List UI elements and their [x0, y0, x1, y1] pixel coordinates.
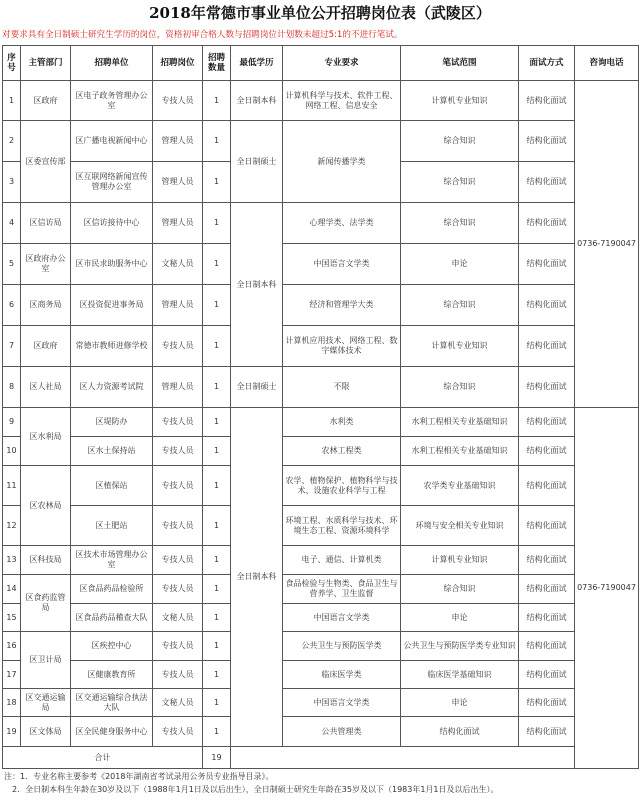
- total-empty-cell: [231, 747, 639, 769]
- dept-cell: 区农林局: [21, 466, 71, 546]
- major-cell: 电子、通信、计算机类: [283, 546, 401, 575]
- count-cell: 1: [203, 326, 231, 367]
- major-cell: 临床医学类: [283, 661, 401, 689]
- positions-table: [2, 45, 639, 769]
- row-number: 8: [3, 367, 21, 408]
- count-cell: 1: [203, 285, 231, 326]
- table-row: [3, 661, 639, 689]
- unit-cell: 区投资促进事务局: [71, 285, 153, 326]
- major-cell: 公共卫生与预防医学类: [283, 632, 401, 661]
- dept-cell: 区卫计局: [21, 632, 71, 689]
- interview-cell: 结构化面试: [519, 367, 575, 408]
- phone-cell: 0736-7190047: [575, 408, 639, 769]
- unit-cell: 区交通运输综合执法大队: [71, 689, 153, 717]
- major-cell: 心理学类、法学类: [283, 203, 401, 244]
- scope-cell: 综合知识: [401, 203, 519, 244]
- post-cell: 管理人员: [153, 203, 203, 244]
- major-cell: 中国语言文学类: [283, 244, 401, 285]
- scope-cell: 农学类专业基础知识: [401, 466, 519, 506]
- row-number: 1: [3, 81, 21, 121]
- dept-cell: 区信访局: [21, 203, 71, 244]
- header-cell: 招聘数量: [203, 46, 231, 81]
- table-row: [3, 408, 639, 437]
- unit-cell: 区电子政务管理办公室: [71, 81, 153, 121]
- major-cell: 中国语言文学类: [283, 604, 401, 632]
- unit-cell: 区互联网络新闻宣传管理办公室: [71, 162, 153, 203]
- interview-cell: 结构化面试: [519, 244, 575, 285]
- dept-cell: 区委宣传部: [21, 121, 71, 203]
- count-cell: 1: [203, 244, 231, 285]
- count-cell: 1: [203, 367, 231, 408]
- dept-cell: 区科技局: [21, 546, 71, 575]
- interview-cell: 结构化面试: [519, 506, 575, 546]
- count-cell: 1: [203, 437, 231, 466]
- header-cell: 招聘岗位: [153, 46, 203, 81]
- major-cell: 环境工程、水质科学与技术、环境生态工程、资源环境科学: [283, 506, 401, 546]
- row-number: 4: [3, 203, 21, 244]
- count-cell: 1: [203, 506, 231, 546]
- unit-cell: 区疾控中心: [71, 632, 153, 661]
- major-cell: 农林工程类: [283, 437, 401, 466]
- major-cell: 计算机应用技术、网络工程、数字媒体技术: [283, 326, 401, 367]
- post-cell: 专技人员: [153, 717, 203, 747]
- count-cell: 1: [203, 408, 231, 437]
- table-row: [3, 326, 639, 367]
- header-cell: 咨询电话: [575, 46, 639, 81]
- edu-cell: 全日制本科: [231, 81, 283, 121]
- row-number: 15: [3, 604, 21, 632]
- edu-cell: 全日制本科: [231, 408, 283, 747]
- dept-cell: 区食药监管局: [21, 575, 71, 632]
- unit-cell: 区堤防办: [71, 408, 153, 437]
- table-row: [3, 506, 639, 546]
- major-cell: 计算机科学与技术、软件工程、网络工程、信息安全: [283, 81, 401, 121]
- dept-cell: 区政府办公室: [21, 244, 71, 285]
- header-cell: 招聘单位: [71, 46, 153, 81]
- scope-cell: 申论: [401, 604, 519, 632]
- interview-cell: 结构化面试: [519, 81, 575, 121]
- row-number: 13: [3, 546, 21, 575]
- table-row: [3, 203, 639, 244]
- row-number: 12: [3, 506, 21, 546]
- dept-cell: 区政府: [21, 81, 71, 121]
- post-cell: 专技人员: [153, 81, 203, 121]
- page-title: 2018年常德市事业单位公开招聘岗位表（武陵区）: [149, 4, 491, 22]
- row-number: 11: [3, 466, 21, 506]
- count-cell: 1: [203, 717, 231, 747]
- table-row: [3, 81, 639, 121]
- footnote-1: 注：1．专业名称主要参考《2018年湖南省考试录用公务员专业指导目录》。: [4, 772, 274, 781]
- count-cell: 1: [203, 632, 231, 661]
- major-cell: 公共管理类: [283, 717, 401, 747]
- interview-cell: 结构化面试: [519, 408, 575, 437]
- scope-cell: 公共卫生与预防医学类专业知识: [401, 632, 519, 661]
- count-cell: 1: [203, 546, 231, 575]
- post-cell: 文秘人员: [153, 604, 203, 632]
- table-row: [3, 632, 639, 661]
- unit-cell: 区食品药品稽查大队: [71, 604, 153, 632]
- scope-cell: 计算机专业知识: [401, 326, 519, 367]
- major-cell: 农学、植物保护、植物科学与技术、设施农业科学与工程: [283, 466, 401, 506]
- interview-cell: 结构化面试: [519, 546, 575, 575]
- header-cell: 最低学历: [231, 46, 283, 81]
- dept-cell: 区交通运输局: [21, 689, 71, 717]
- interview-cell: 结构化面试: [519, 285, 575, 326]
- unit-cell: 区市民求助服务中心: [71, 244, 153, 285]
- dept-cell: 区政府: [21, 326, 71, 367]
- footnotes: [4, 770, 636, 796]
- scope-cell: 临床医学基础知识: [401, 661, 519, 689]
- interview-cell: 结构化面试: [519, 437, 575, 466]
- unit-cell: 常德市教师进修学校: [71, 326, 153, 367]
- scope-cell: 结构化面试: [401, 717, 519, 747]
- interview-cell: 结构化面试: [519, 689, 575, 717]
- scope-cell: 申论: [401, 689, 519, 717]
- row-number: 10: [3, 437, 21, 466]
- major-cell: 经济和管理学大类: [283, 285, 401, 326]
- scope-cell: 环境与安全相关专业知识: [401, 506, 519, 546]
- total-count: 19: [203, 747, 231, 769]
- unit-cell: 区全民健身服务中心: [71, 717, 153, 747]
- scope-cell: 综合知识: [401, 575, 519, 604]
- unit-cell: 区食品药品检验所: [71, 575, 153, 604]
- major-cell: 水利类: [283, 408, 401, 437]
- dept-cell: 区商务局: [21, 285, 71, 326]
- table-row: [3, 367, 639, 408]
- post-cell: 管理人员: [153, 285, 203, 326]
- major-cell: 新闻传播学类: [283, 121, 401, 203]
- table-row: [3, 244, 639, 285]
- post-cell: 专技人员: [153, 506, 203, 546]
- edu-cell: 全日制本科: [231, 203, 283, 367]
- interview-cell: 结构化面试: [519, 203, 575, 244]
- table-row: [3, 437, 639, 466]
- interview-cell: 结构化面试: [519, 661, 575, 689]
- post-cell: 专技人员: [153, 437, 203, 466]
- unit-cell: 区健康教育所: [71, 661, 153, 689]
- post-cell: 文秘人员: [153, 689, 203, 717]
- dept-cell: 区人社局: [21, 367, 71, 408]
- table-row: [3, 121, 639, 162]
- scope-cell: 综合知识: [401, 285, 519, 326]
- count-cell: 1: [203, 575, 231, 604]
- warning-note: 对要求具有全日制硕士研究生学历的岗位，资格初审合格人数与招聘岗位计划数未超过5:1的不进行笔试。: [2, 30, 403, 40]
- row-number: 5: [3, 244, 21, 285]
- row-number: 6: [3, 285, 21, 326]
- count-cell: 1: [203, 689, 231, 717]
- scope-cell: 综合知识: [401, 367, 519, 408]
- post-cell: 专技人员: [153, 632, 203, 661]
- scope-cell: 计算机专业知识: [401, 546, 519, 575]
- table-row: [3, 689, 639, 717]
- interview-cell: 结构化面试: [519, 326, 575, 367]
- edu-cell: 全日制硕士: [231, 367, 283, 408]
- interview-cell: 结构化面试: [519, 632, 575, 661]
- count-cell: 1: [203, 203, 231, 244]
- unit-cell: 区信访接待中心: [71, 203, 153, 244]
- table-row: [3, 546, 639, 575]
- scope-cell: 计算机专业知识: [401, 81, 519, 121]
- header-cell: 面试方式: [519, 46, 575, 81]
- scope-cell: 水利工程相关专业基础知识: [401, 437, 519, 466]
- interview-cell: 结构化面试: [519, 604, 575, 632]
- unit-cell: 区土肥站: [71, 506, 153, 546]
- table-row: [3, 717, 639, 747]
- row-number: 17: [3, 661, 21, 689]
- scope-cell: 申论: [401, 244, 519, 285]
- scope-cell: 水利工程相关专业基础知识: [401, 408, 519, 437]
- count-cell: 1: [203, 604, 231, 632]
- post-cell: 专技人员: [153, 466, 203, 506]
- table-row: [3, 466, 639, 506]
- major-cell: 中国语言文学类: [283, 689, 401, 717]
- unit-cell: 区植保站: [71, 466, 153, 506]
- header-cell: 专业要求: [283, 46, 401, 81]
- post-cell: 管理人员: [153, 121, 203, 162]
- count-cell: 1: [203, 162, 231, 203]
- post-cell: 文秘人员: [153, 244, 203, 285]
- row-number: 16: [3, 632, 21, 661]
- post-cell: 专技人员: [153, 326, 203, 367]
- post-cell: 管理人员: [153, 367, 203, 408]
- post-cell: 专技人员: [153, 661, 203, 689]
- table-row: [3, 575, 639, 604]
- interview-cell: 结构化面试: [519, 466, 575, 506]
- count-cell: 1: [203, 81, 231, 121]
- table-row: [3, 285, 639, 326]
- row-number: 9: [3, 408, 21, 437]
- unit-cell: 区广播电视新闻中心: [71, 121, 153, 162]
- edu-cell: 全日制硕士: [231, 121, 283, 203]
- scope-cell: 综合知识: [401, 162, 519, 203]
- row-number: 7: [3, 326, 21, 367]
- row-number: 14: [3, 575, 21, 604]
- table-header-row: [3, 46, 639, 81]
- footnote-2: 2．全日制本科生年龄在30岁及以下（1988年1月1日及以后出生），全日制硕士研究生年龄在35岁及以下（1983年1月1日及以后出生）。: [12, 785, 499, 794]
- dept-cell: 区水利局: [21, 408, 71, 466]
- dept-cell: 区文体局: [21, 717, 71, 747]
- row-number: 19: [3, 717, 21, 747]
- header-cell: 笔试范围: [401, 46, 519, 81]
- interview-cell: 结构化面试: [519, 121, 575, 162]
- interview-cell: 结构化面试: [519, 162, 575, 203]
- major-cell: 食品检验与生物类、食品卫生与营养学、卫生监督: [283, 575, 401, 604]
- unit-cell: 区技术市场管理办公室: [71, 546, 153, 575]
- post-cell: 专技人员: [153, 546, 203, 575]
- scope-cell: 综合知识: [401, 121, 519, 162]
- header-cell: 序号: [3, 46, 21, 81]
- unit-cell: 区人力资源考试院: [71, 367, 153, 408]
- total-row: [3, 747, 639, 769]
- phone-cell: 0736-7190047: [575, 81, 639, 408]
- major-cell: 不限: [283, 367, 401, 408]
- header-cell: 主管部门: [21, 46, 71, 81]
- row-number: 18: [3, 689, 21, 717]
- interview-cell: 结构化面试: [519, 717, 575, 747]
- count-cell: 1: [203, 466, 231, 506]
- row-number: 3: [3, 162, 21, 203]
- count-cell: 1: [203, 661, 231, 689]
- post-cell: 专技人员: [153, 408, 203, 437]
- count-cell: 1: [203, 121, 231, 162]
- unit-cell: 区水土保持站: [71, 437, 153, 466]
- interview-cell: 结构化面试: [519, 575, 575, 604]
- table-row: [3, 604, 639, 632]
- post-cell: 专技人员: [153, 575, 203, 604]
- total-label: 合计: [3, 747, 203, 769]
- row-number: 2: [3, 121, 21, 162]
- post-cell: 管理人员: [153, 162, 203, 203]
